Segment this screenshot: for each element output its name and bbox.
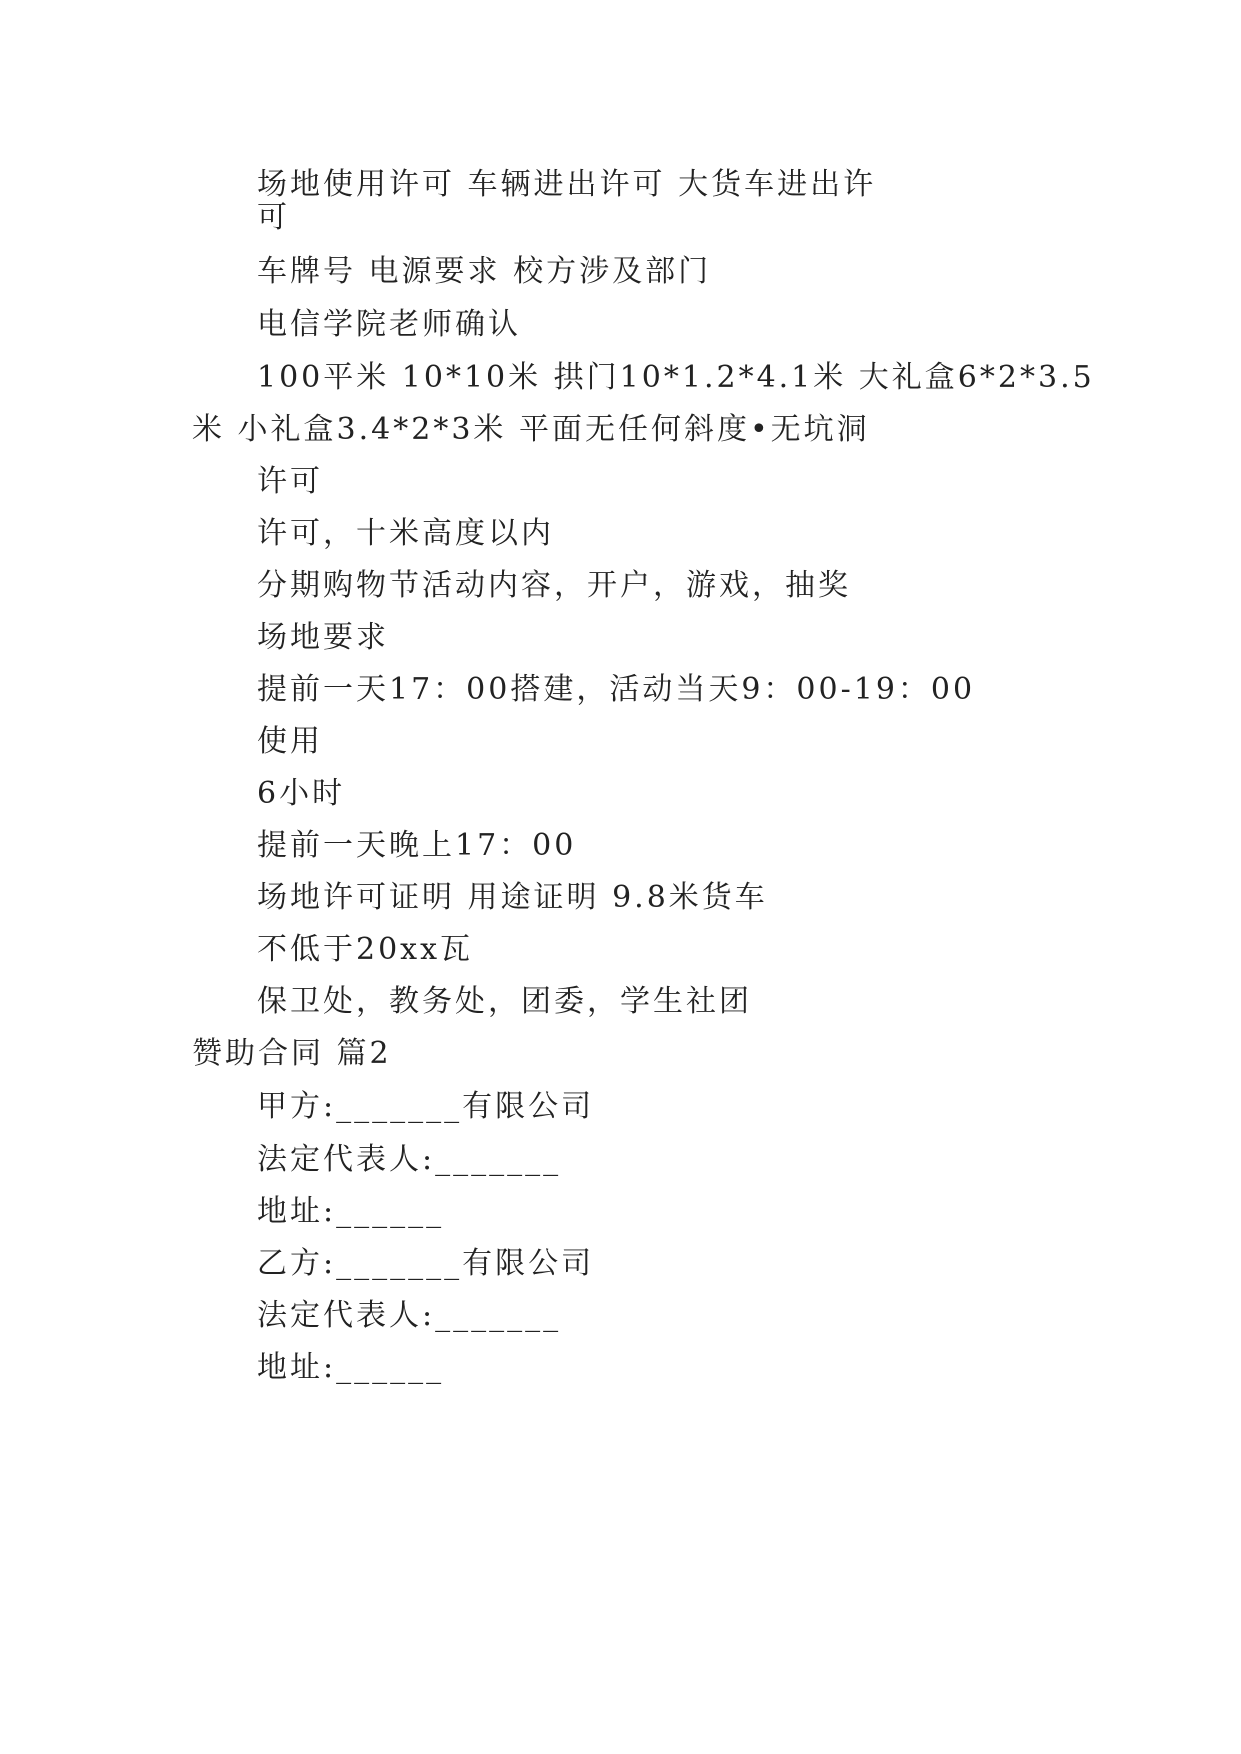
text-line: 车牌号 电源要求 校方涉及部门 [257, 254, 712, 289]
text-line: 使用 [257, 724, 323, 759]
text-line: 许可，十米高度以内 [257, 516, 554, 551]
text-line: 场地使用许可 车辆进出许可 大货车进出许 [257, 167, 877, 202]
text-line: 提前一天晚上17：00 [257, 828, 577, 863]
text-line: 6小时 [257, 776, 346, 811]
contract-line: 地址:______ [257, 1194, 445, 1229]
text-line: 场地许可证明 用途证明 9.8米货车 [257, 880, 768, 915]
text-line: 场地要求 [257, 620, 389, 655]
text-line: 保卫处，教务处，团委，学生社团 [257, 984, 752, 1019]
contract-line: 乙方:_______有限公司 [257, 1246, 595, 1281]
contract-line: 甲方:_______有限公司 [257, 1089, 595, 1124]
contract-line: 法定代表人:_______ [257, 1142, 562, 1177]
text-line: 提前一天17：00搭建，活动当天9：00-19：00 [257, 672, 976, 707]
text-line: 100平米 10*10米 拱门10*1.2*4.1米 大礼盒6*2*3.5 [257, 360, 1095, 395]
text-line: 不低于20xx瓦 [257, 932, 474, 967]
contract-line: 地址:______ [257, 1350, 445, 1385]
text-line: 许可 [257, 464, 323, 499]
text-line: 电信学院老师确认 [257, 307, 521, 342]
text-line: 米 小礼盒3.4*2*3米 平面无任何斜度•无坑洞 [192, 412, 870, 447]
contract-line: 法定代表人:_______ [257, 1298, 562, 1333]
text-line: 可 [257, 200, 290, 235]
text-line: 分期购物节活动内容，开户，游戏，抽奖 [257, 568, 851, 603]
section-title: 赞助合同 篇2 [192, 1036, 392, 1071]
